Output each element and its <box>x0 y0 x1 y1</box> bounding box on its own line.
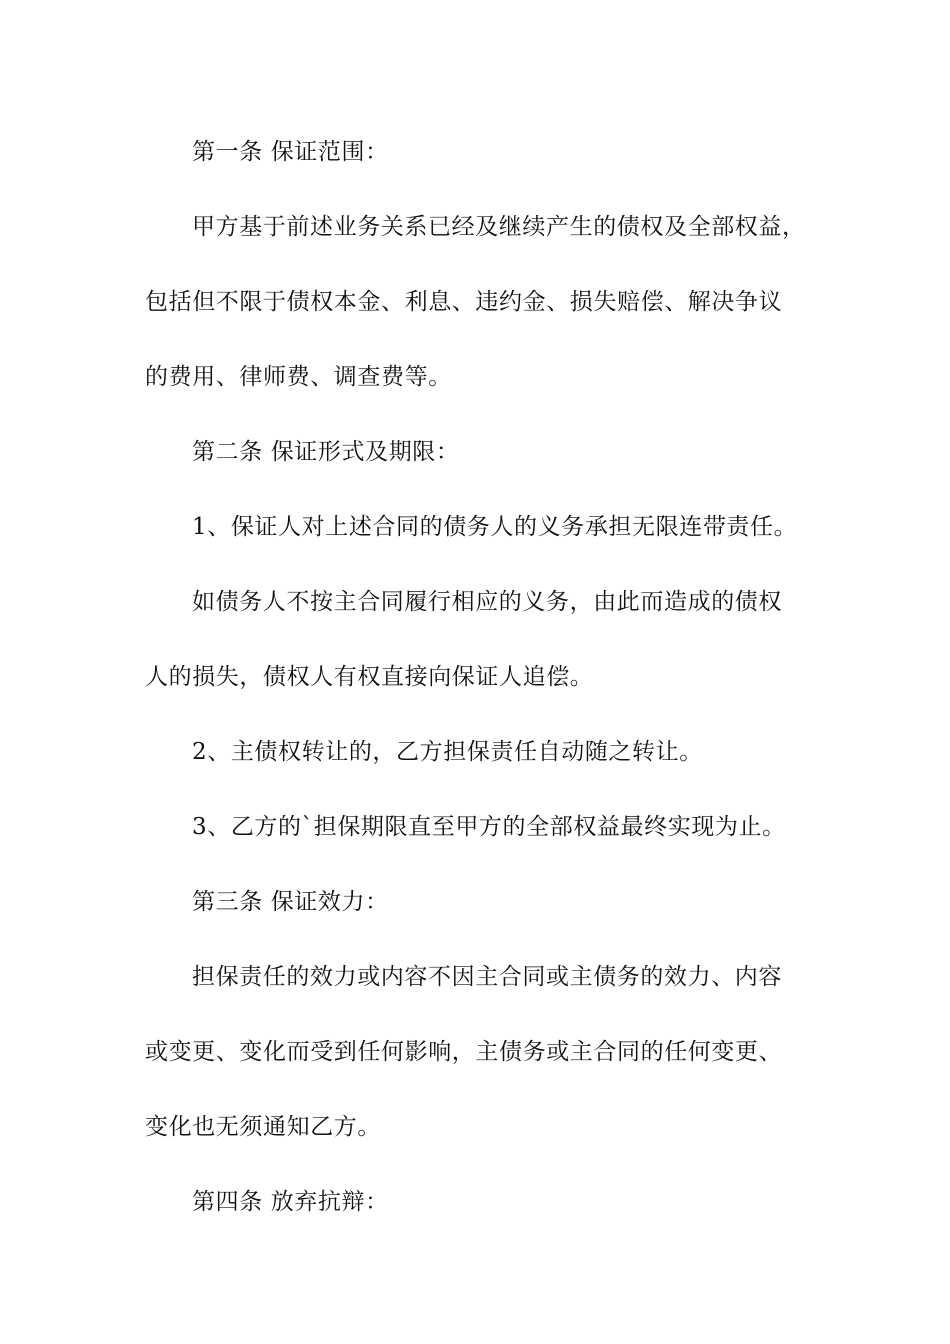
paragraph-line: 的费用、律师费、调查费等。 <box>145 364 452 390</box>
paragraph-line: 包括但不限于债权本金、利息、违约金、损失赔偿、解决争议 <box>145 289 783 315</box>
paragraph-line: 3、乙方的`担保期限直至甲方的全部权益最终实现为止。 <box>192 814 786 840</box>
paragraph-line: 人的损失，债权人有权直接向保证人追偿。 <box>145 664 594 690</box>
article-3-heading: 第三条 保证效力： <box>192 889 389 915</box>
paragraph-line: 甲方基于前述业务关系已经及继续产生的债权及全部权益， <box>192 214 806 240</box>
article-2-heading: 第二条 保证形式及期限： <box>192 439 460 465</box>
paragraph-line: 2、主债权转让的，乙方担保责任自动随之转让。 <box>192 739 703 765</box>
paragraph-line: 变化也无须通知乙方。 <box>145 1114 381 1140</box>
article-1-heading: 第一条 保证范围： <box>192 139 389 165</box>
paragraph-line: 担保责任的效力或内容不因主合同或主债务的效力、内容 <box>192 964 782 990</box>
paragraph-line: 如债务人不按主合同履行相应的义务，由此而造成的债权 <box>192 589 782 615</box>
paragraph-line: 或变更、变化而受到任何影响，主债务或主合同的任何变更、 <box>145 1039 783 1065</box>
article-4-heading: 第四条 放弃抗辩： <box>192 1189 389 1215</box>
paragraph-line: 1、保证人对上述合同的债务人的义务承担无限连带责任。 <box>192 514 798 540</box>
